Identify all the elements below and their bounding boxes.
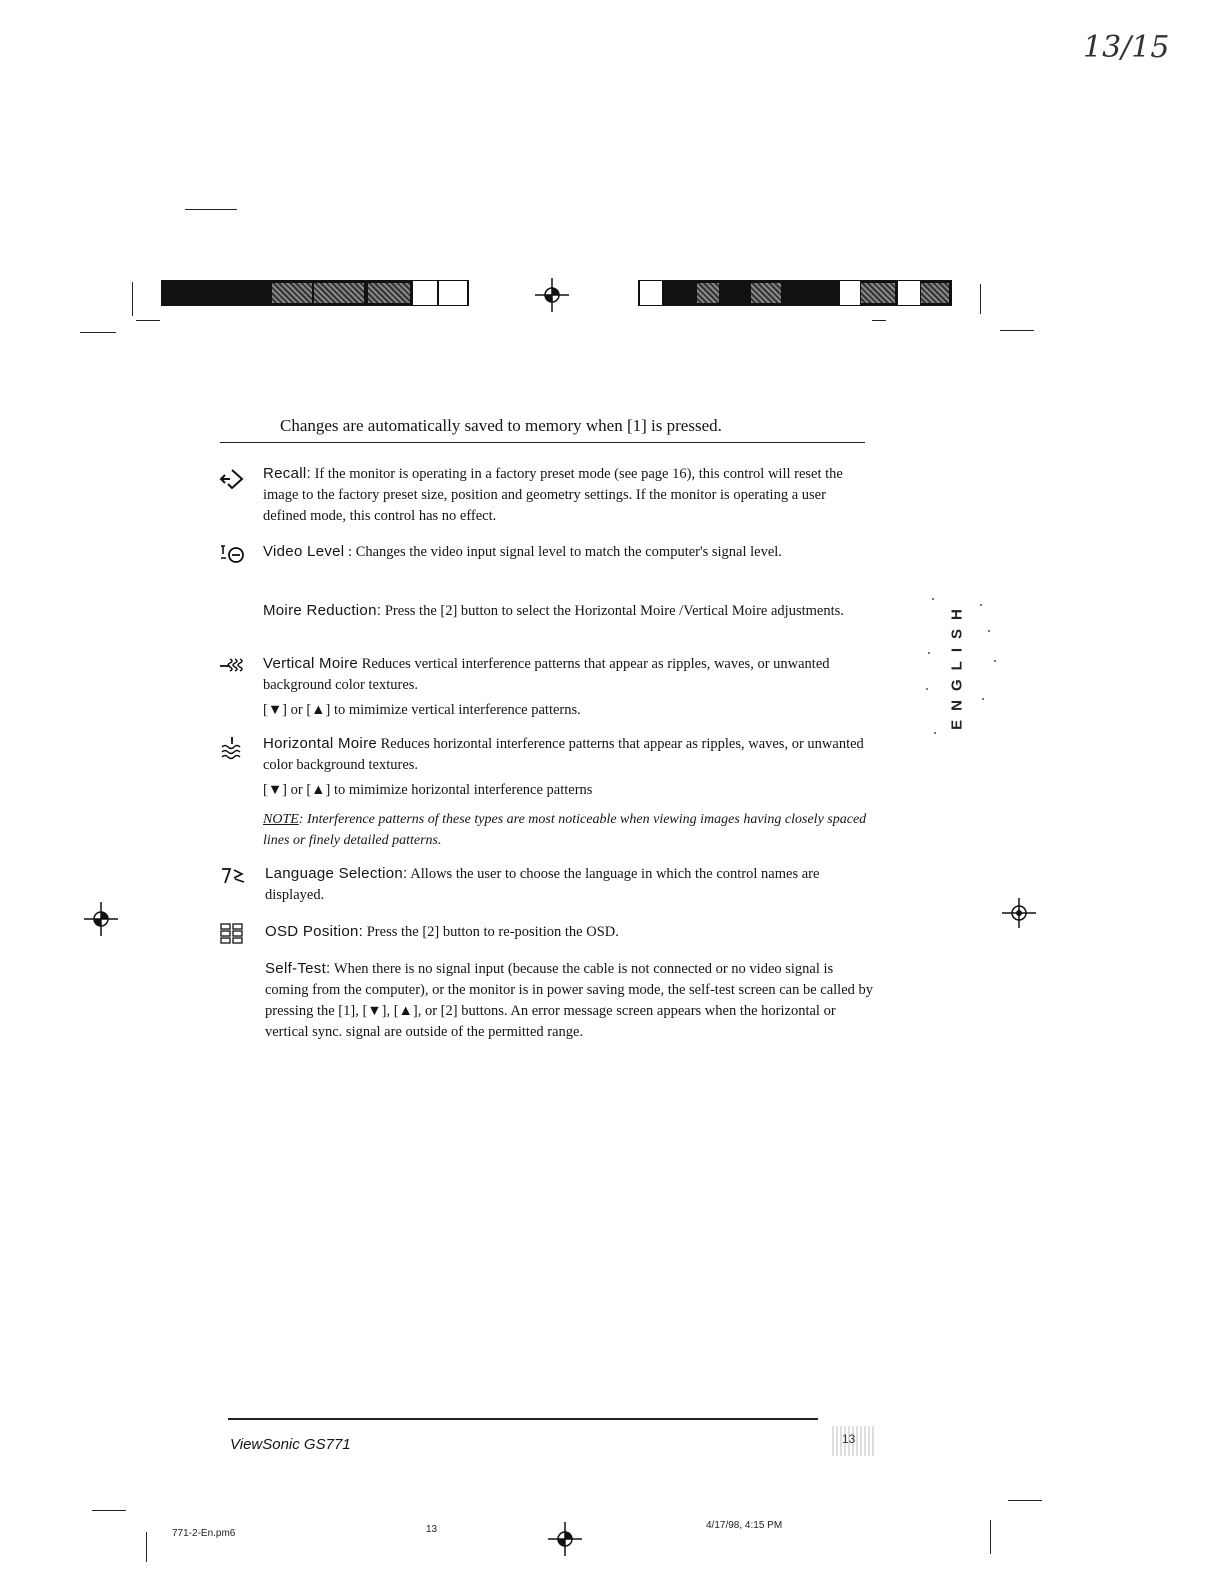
trim-mark bbox=[136, 320, 160, 321]
vertical-moire-icon bbox=[218, 654, 248, 678]
horizontal-moire-entry bbox=[263, 733, 873, 851]
trim-mark bbox=[1008, 1500, 1042, 1501]
video-level-entry bbox=[263, 541, 873, 563]
trim-mark bbox=[132, 282, 133, 316]
trim-mark bbox=[872, 320, 886, 321]
self-test-term: Self-Test: bbox=[265, 960, 331, 977]
recall-entry bbox=[263, 463, 873, 527]
language-side-tab bbox=[922, 590, 992, 740]
language-selection-term: Language Selection: bbox=[265, 865, 408, 882]
osd-position-icon bbox=[218, 922, 248, 946]
video-level-description: : Changes the video input signal level to match the computer's signal level. bbox=[344, 544, 782, 560]
self-test-entry bbox=[265, 958, 875, 1043]
side-tab-label: ENGLISH bbox=[948, 600, 966, 730]
registration-mark-top bbox=[535, 278, 569, 312]
horizontal-moire-description: Reduces horizontal interference patterns that appear as ripples, waves, or unwanted color background textures. bbox=[263, 736, 864, 773]
interference-note bbox=[263, 809, 873, 851]
self-test-description: When there is no signal input (because the cable is not connected or no video signal is coming from the computer), or the monitor is in power saving mode, the self-test screen can be called by pressing the [1], [▼], [▲], or [2] buttons. An error message screen appears when the horizontal or vertical sync. signal are outside of the permitted range. bbox=[265, 961, 874, 1040]
slug-timestamp: 4/17/98, 4:15 PM bbox=[706, 1520, 783, 1531]
horizontal-moire-instruction: [▼] or [▲] to mimimize horizontal interference patterns bbox=[263, 782, 593, 798]
header-color-bar-right bbox=[638, 280, 952, 306]
slug-page-number: 13 bbox=[426, 1524, 438, 1535]
trim-mark bbox=[146, 1532, 147, 1562]
trim-mark bbox=[92, 1510, 126, 1511]
vertical-moire-entry bbox=[263, 653, 873, 721]
video-level-term: Video Level bbox=[263, 543, 345, 560]
vertical-moire-instruction: [▼] or [▲] to mimimize vertical interference patterns. bbox=[263, 702, 581, 718]
header-color-bar-left bbox=[161, 280, 469, 306]
recall-term: Recall: bbox=[263, 465, 311, 482]
horizontal-moire-term: Horizontal Moire bbox=[263, 735, 378, 752]
moire-reduction-entry bbox=[263, 600, 873, 622]
registration-mark-bottom bbox=[548, 1522, 582, 1556]
note-text: : Interference patterns of these types are most noticeable when viewing images having closely spaced lines or finely detailed patterns. bbox=[263, 812, 867, 848]
language-selection-description: Allows the user to choose the language in which the control names are displayed. bbox=[265, 866, 820, 903]
footer-brand: ViewSonic GS771 bbox=[230, 1436, 351, 1453]
horizontal-moire-icon bbox=[218, 736, 248, 760]
intro-rule bbox=[220, 442, 865, 443]
trim-mark bbox=[990, 1520, 991, 1554]
registration-mark-right bbox=[1002, 896, 1036, 930]
trim-mark bbox=[1000, 330, 1034, 331]
trim-mark bbox=[80, 332, 116, 333]
video-level-icon bbox=[218, 542, 248, 566]
slug-file-name: 771-2-En.pm6 bbox=[172, 1528, 236, 1539]
page-number-box bbox=[832, 1426, 876, 1456]
recall-description: If the monitor is operating in a factory preset mode (see page 16), this control will reset the image to the factory preset size, position and geometry settings. If the monitor is operating a user defined mode, this control has no effect. bbox=[263, 466, 843, 524]
handwritten-page-note: 13/15 bbox=[1083, 30, 1170, 65]
osd-position-term: OSD Position: bbox=[265, 923, 364, 940]
moire-reduction-description: Press the [2] button to select the Horizontal Moire /Vertical Moire adjustments. bbox=[381, 603, 844, 619]
language-icon bbox=[218, 864, 248, 888]
osd-position-description: Press the [2] button to re-position the OSD. bbox=[363, 924, 619, 940]
page-number: 13 bbox=[842, 1432, 856, 1446]
note-label: NOTE bbox=[263, 812, 299, 827]
vertical-moire-description: Reduces vertical interference patterns that appear as ripples, waves, or unwanted background color textures. bbox=[263, 656, 830, 693]
trim-mark bbox=[980, 284, 981, 314]
vertical-moire-term: Vertical Moire bbox=[263, 655, 359, 672]
intro-text: Changes are automatically saved to memory when [1] is pressed. bbox=[280, 416, 722, 435]
footer-rule bbox=[228, 1418, 818, 1420]
registration-mark-left bbox=[84, 902, 118, 936]
moire-reduction-term: Moire Reduction: bbox=[263, 602, 382, 619]
language-selection-entry bbox=[265, 863, 875, 906]
recall-icon bbox=[218, 467, 248, 491]
trim-mark bbox=[185, 209, 237, 210]
osd-position-entry bbox=[265, 921, 875, 943]
